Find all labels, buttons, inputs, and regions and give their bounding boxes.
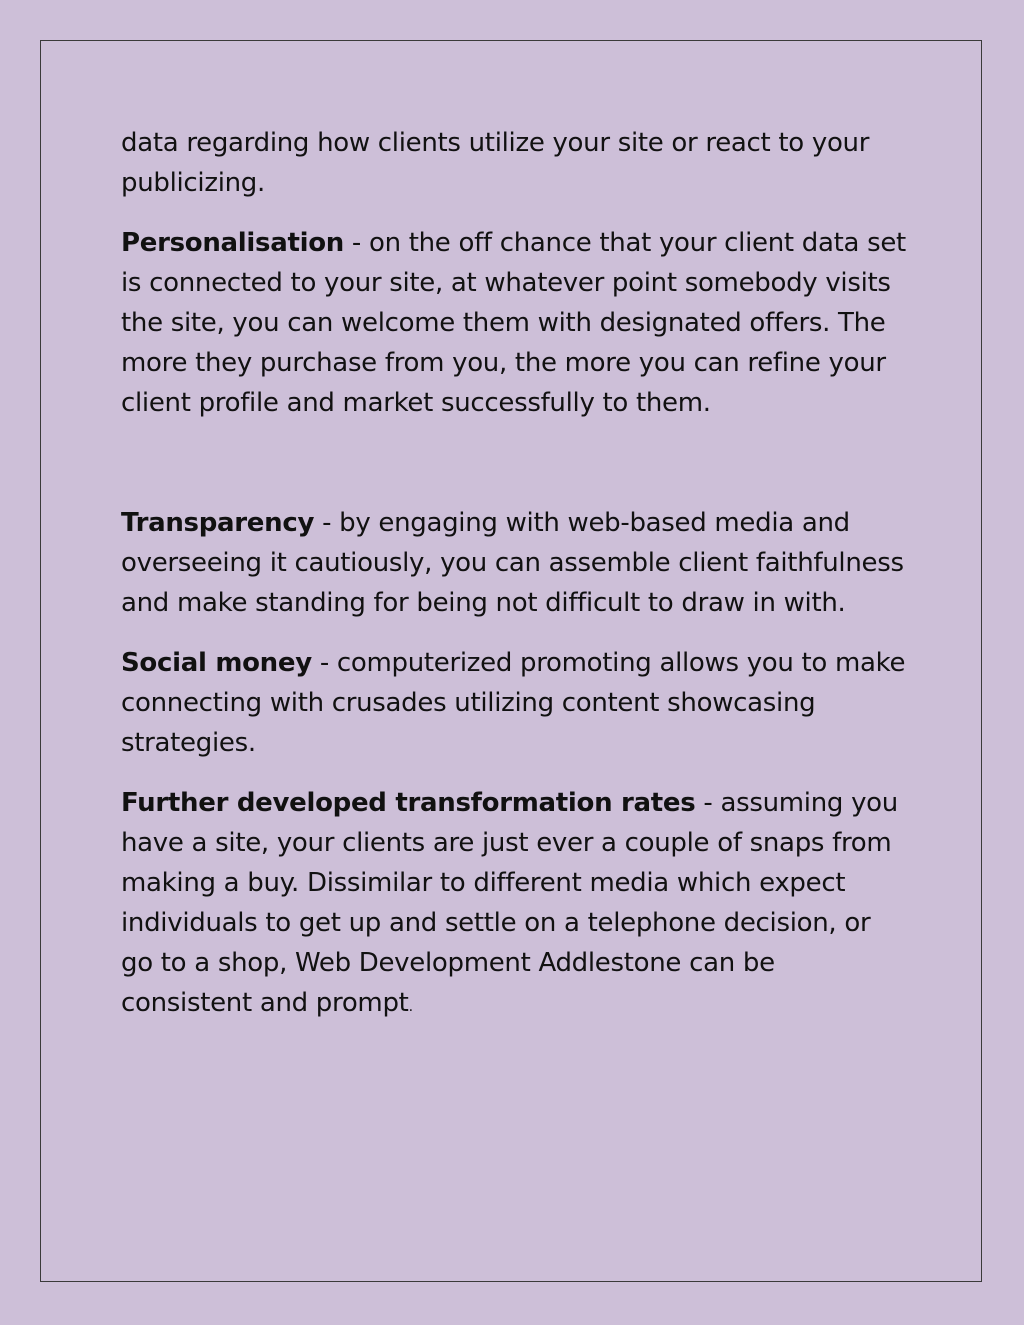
paragraph-text: - by engaging with web-based media and overseeing it cautiously, you can assemble client faithfulness and make standing for being not difficult to draw in with. [121, 508, 904, 618]
paragraph-text: - computerized promoting allows you to make connecting with crusades utilizing content showcasing strategies. [121, 648, 906, 758]
term-conversion-rates: Further developed transformation rates [121, 788, 696, 818]
paragraph-conversion-rates [121, 783, 906, 1027]
term-transparency: Transparency [121, 508, 315, 538]
paragraph-text: data regarding how clients utilize your site or react to your publicizing. [121, 128, 870, 198]
paragraph-personalisation [121, 223, 906, 423]
paragraph-transparency [121, 503, 906, 623]
paragraph-social-money [121, 643, 906, 763]
term-social-money: Social money [121, 648, 312, 678]
paragraph-text: - assuming you have a site, your clients are just ever a couple of snaps from making a buy. Dissimilar to different media which expect individuals to get up and settle on a telephone decision, or go to a shop, Web Development Addlestone can be consistent and prompt [121, 788, 898, 1018]
document-body [121, 123, 906, 1047]
paragraph-intro-continuation [121, 123, 906, 203]
paragraph-text: - on the off chance that your client data set is connected to your site, at whatever point somebody visits the site, you can welcome them with designated offers. The more they purchase from you, the more you can refine your client profile and market successfully to them. [121, 228, 906, 418]
trailing-period: . [408, 999, 413, 1015]
term-personalisation: Personalisation [121, 228, 344, 258]
